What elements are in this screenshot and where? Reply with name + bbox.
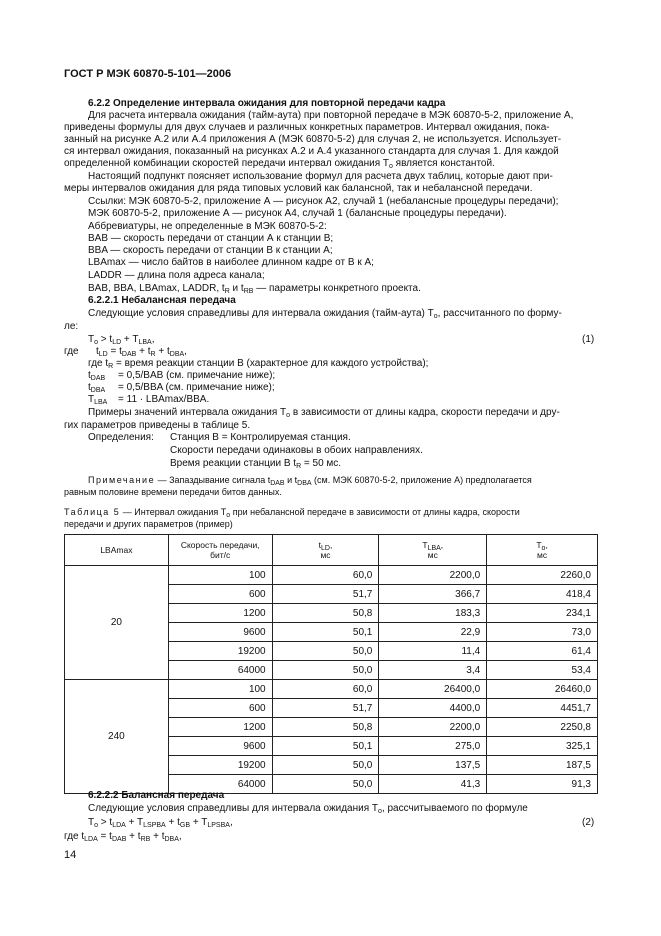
cell-speed: 100 (168, 566, 272, 585)
def-tdba-text: = 0,5/BBA (см. примечание ниже); (118, 382, 275, 393)
para1-line3: занный на рисунке А.2 или А.4 приложения А (МЭК 60870-5-2) для случая 2, не используется. Использует- (64, 134, 562, 145)
cell-tlba: 41,3 (379, 775, 487, 794)
unbalanced-intro-line2: ле: (64, 321, 79, 332)
definition-station-b: Станция В = Контролируемая станция. (170, 432, 351, 443)
header-tlba: $T_{LBA}$, мс (379, 535, 487, 566)
cell-speed: 600 (168, 699, 272, 718)
cell-speed: 100 (168, 680, 272, 699)
cell-to: 418,4 (487, 585, 598, 604)
section-6-2-2-heading: 6.2.2 Определение интервала ожидания для повторной передачи кадра (88, 98, 446, 109)
cell-tlba: 4400,0 (379, 699, 487, 718)
definition-speeds: Скорости передачи одинаковы в обоих направлениях. (170, 445, 423, 456)
formula-2-number: (2) (582, 817, 595, 828)
cell-to: 2250,8 (487, 718, 598, 737)
header-lbamax: LBAmax (65, 535, 169, 566)
para1-line4: ся интервал ожидания, показанный на рисунках А.2 и А.4 указанного стандарта для случая 1. Для каждой (64, 146, 559, 157)
cell-tld: 50,8 (272, 604, 379, 623)
note-line1: Примечание — Запаздывание сигнала $t_{DAB}$ и $t_{DBA}$ (см. МЭК 60870-5-2, приложение А) предполагается (88, 475, 532, 487)
def-tdab: $t_{DAB}$ (88, 370, 106, 382)
cell-tld: 51,7 (272, 699, 379, 718)
table-row (65, 680, 598, 699)
cell-tlba: 3,4 (379, 661, 487, 680)
def-tdab-text: = 0,5/BAB (см. примечание ниже); (118, 370, 276, 381)
cell-tld: 50,0 (272, 661, 379, 680)
cell-speed: 600 (168, 585, 272, 604)
definitions-label: Определения: (88, 432, 154, 443)
cell-tld: 50,0 (272, 756, 379, 775)
project-parameters: BAB, BBA, LBAmax, LADDR, $t_R$ и $t_{RB}$ — параметры конкретного проекта. (88, 283, 421, 295)
section-6-2-2-2-heading: 6.2.2.2 Балансная передача (88, 790, 225, 801)
cell-tld: 50,1 (272, 737, 379, 756)
cell-to: 53,4 (487, 661, 598, 680)
cell-speed: 9600 (168, 737, 272, 756)
cell-tld: 50,0 (272, 775, 379, 794)
cell-to: 26460,0 (487, 680, 598, 699)
cell-tlba: 366,7 (379, 585, 487, 604)
examples-line1: Примеры значений интервала ожидания $T_o$ в зависимости от длины кадра, скорости передачи и дру- (88, 407, 560, 419)
cell-to: 187,5 (487, 756, 598, 775)
document-id: ГОСТ Р МЭК 60870-5-101—2006 (64, 68, 232, 80)
cell-tlba: 137,5 (379, 756, 487, 775)
table-row (65, 566, 598, 585)
definition-reaction-time: Время реакции станции В $t_R = 50$ мс. (170, 458, 342, 470)
where-label: где (64, 346, 79, 357)
abbrev-bba: BBA — скорость передачи от станции В к станции А; (88, 245, 333, 256)
cell-to: 91,3 (487, 775, 598, 794)
page-number: 14 (64, 849, 77, 861)
cell-to: 2260,0 (487, 566, 598, 585)
para1-line2: приведены формулы для двух случаев и различных конкретных параметров. Интервал ожидания, пока- (64, 122, 550, 133)
header-speed: Скорость передачи, бит/с (168, 535, 272, 566)
cell-speed: 1200 (168, 718, 272, 737)
cell-tld: 50,8 (272, 718, 379, 737)
cell-tld: 50,1 (272, 623, 379, 642)
formula-1: $T_o > t_{LD} + T_{LBA}$, (88, 334, 155, 346)
header-tld: $t_{LD}$, мс (272, 535, 379, 566)
abbrev-lbamax: LBAmax — число байтов в наиболее длинном кадре от В к А; (88, 257, 374, 268)
cell-lbamax: 240 (65, 680, 169, 794)
cell-speed: 19200 (168, 756, 272, 775)
cell-tld: 60,0 (272, 566, 379, 585)
references-line2: МЭК 60870-5-2, приложение А — рисунок А4, случай 1 (балансные процедуры передачи). (88, 208, 507, 219)
balanced-intro: Следующие условия справедливы для интервала ожидания $T_o$, рассчитываемого по формуле (88, 803, 528, 815)
cell-speed: 64000 (168, 775, 272, 794)
unbalanced-intro-line1: Следующие условия справедливы для интервала ожидания (тайм-аута) $T_o$, рассчитанного по форму- (88, 308, 562, 320)
table-header-row (65, 535, 598, 566)
formula-2: $T_o > t_{LDA} + T_{LSPBA} + t_{GB} + T_{LPSBA}$, (88, 817, 233, 829)
para1-line1: Для расчета интервала ожидания (тайм-аута) при повторной передаче в МЭК 60870-5-2, приложение А, (88, 110, 574, 121)
cell-tlba: 275,0 (379, 737, 487, 756)
table5-caption-line1: Таблица 5 — Интервал ожидания $T_o$ при небалансной передаче в зависимости от длины кадра, скорости (64, 507, 520, 519)
cell-tlba: 22,9 (379, 623, 487, 642)
cell-tlba: 2200,0 (379, 566, 487, 585)
formula-1-number: (1) (582, 334, 595, 345)
cell-lbamax: 20 (65, 566, 169, 680)
table-5 (64, 534, 598, 794)
cell-to: 61,4 (487, 642, 598, 661)
abbrev-laddr: LADDR — длина поля адреса канала; (88, 270, 265, 281)
balanced-where: где $t_{LDA} = t_{DAB} + t_{RB} + t_{DBA}$, (64, 831, 182, 843)
cell-speed: 19200 (168, 642, 272, 661)
para2-line2: меры интервалов ожидания для ряда типовых условий как балансной, так и небалансной передачи. (64, 183, 533, 194)
cell-to: 234,1 (487, 604, 598, 623)
cell-tlba: 26400,0 (379, 680, 487, 699)
cell-speed: 64000 (168, 661, 272, 680)
cell-tlba: 11,4 (379, 642, 487, 661)
table5-caption-line2: передачи и других параметров (пример) (64, 519, 233, 529)
cell-speed: 1200 (168, 604, 272, 623)
abbrev-bab: BAB — скорость передачи от станции А к станции В; (88, 233, 334, 244)
def-tlba-text: = 11 · LBAmax/BBA. (118, 394, 210, 405)
examples-line2: гих параметров приведены в таблице 5. (64, 420, 251, 431)
cell-to: 73,0 (487, 623, 598, 642)
cell-tld: 51,7 (272, 585, 379, 604)
cell-tld: 60,0 (272, 680, 379, 699)
cell-tlba: 183,3 (379, 604, 487, 623)
cell-tld: 50,0 (272, 642, 379, 661)
para2-line1: Настоящий подпункт поясняет использование формул для расчета двух таблиц, которые дают при- (88, 171, 553, 182)
def-tdba: $t_{DBA}$ (88, 382, 106, 394)
cell-to: 325,1 (487, 737, 598, 756)
def-tld: $t_{LD} = t_{DAB} + t_R + t_{DBA}$, (96, 346, 187, 358)
cell-to: 4451,7 (487, 699, 598, 718)
cell-tlba: 2200,0 (379, 718, 487, 737)
para1-line5: определенной комбинации скоростей передачи интервал ожидания $T_o$ является константой. (64, 158, 495, 170)
note-line2: равным половине времени передачи битов данных. (64, 487, 282, 497)
def-tr: где $t_R$ = время реакции станции В (характерное для каждого устройства); (88, 358, 429, 370)
references-line1: Ссылки: МЭК 60870-5-2, приложение А — рисунок А2, случай 1 (небалансные процедуры передачи); (88, 196, 559, 207)
def-tlba: $T_{LBA}$ (88, 394, 108, 406)
header-to: $T_o$, мс (487, 535, 598, 566)
abbreviations-intro: Аббревиатуры, не определенные в МЭК 60870-5-2: (88, 221, 327, 232)
section-6-2-2-1-heading: 6.2.2.1 Небалансная передача (88, 295, 236, 306)
cell-speed: 9600 (168, 623, 272, 642)
